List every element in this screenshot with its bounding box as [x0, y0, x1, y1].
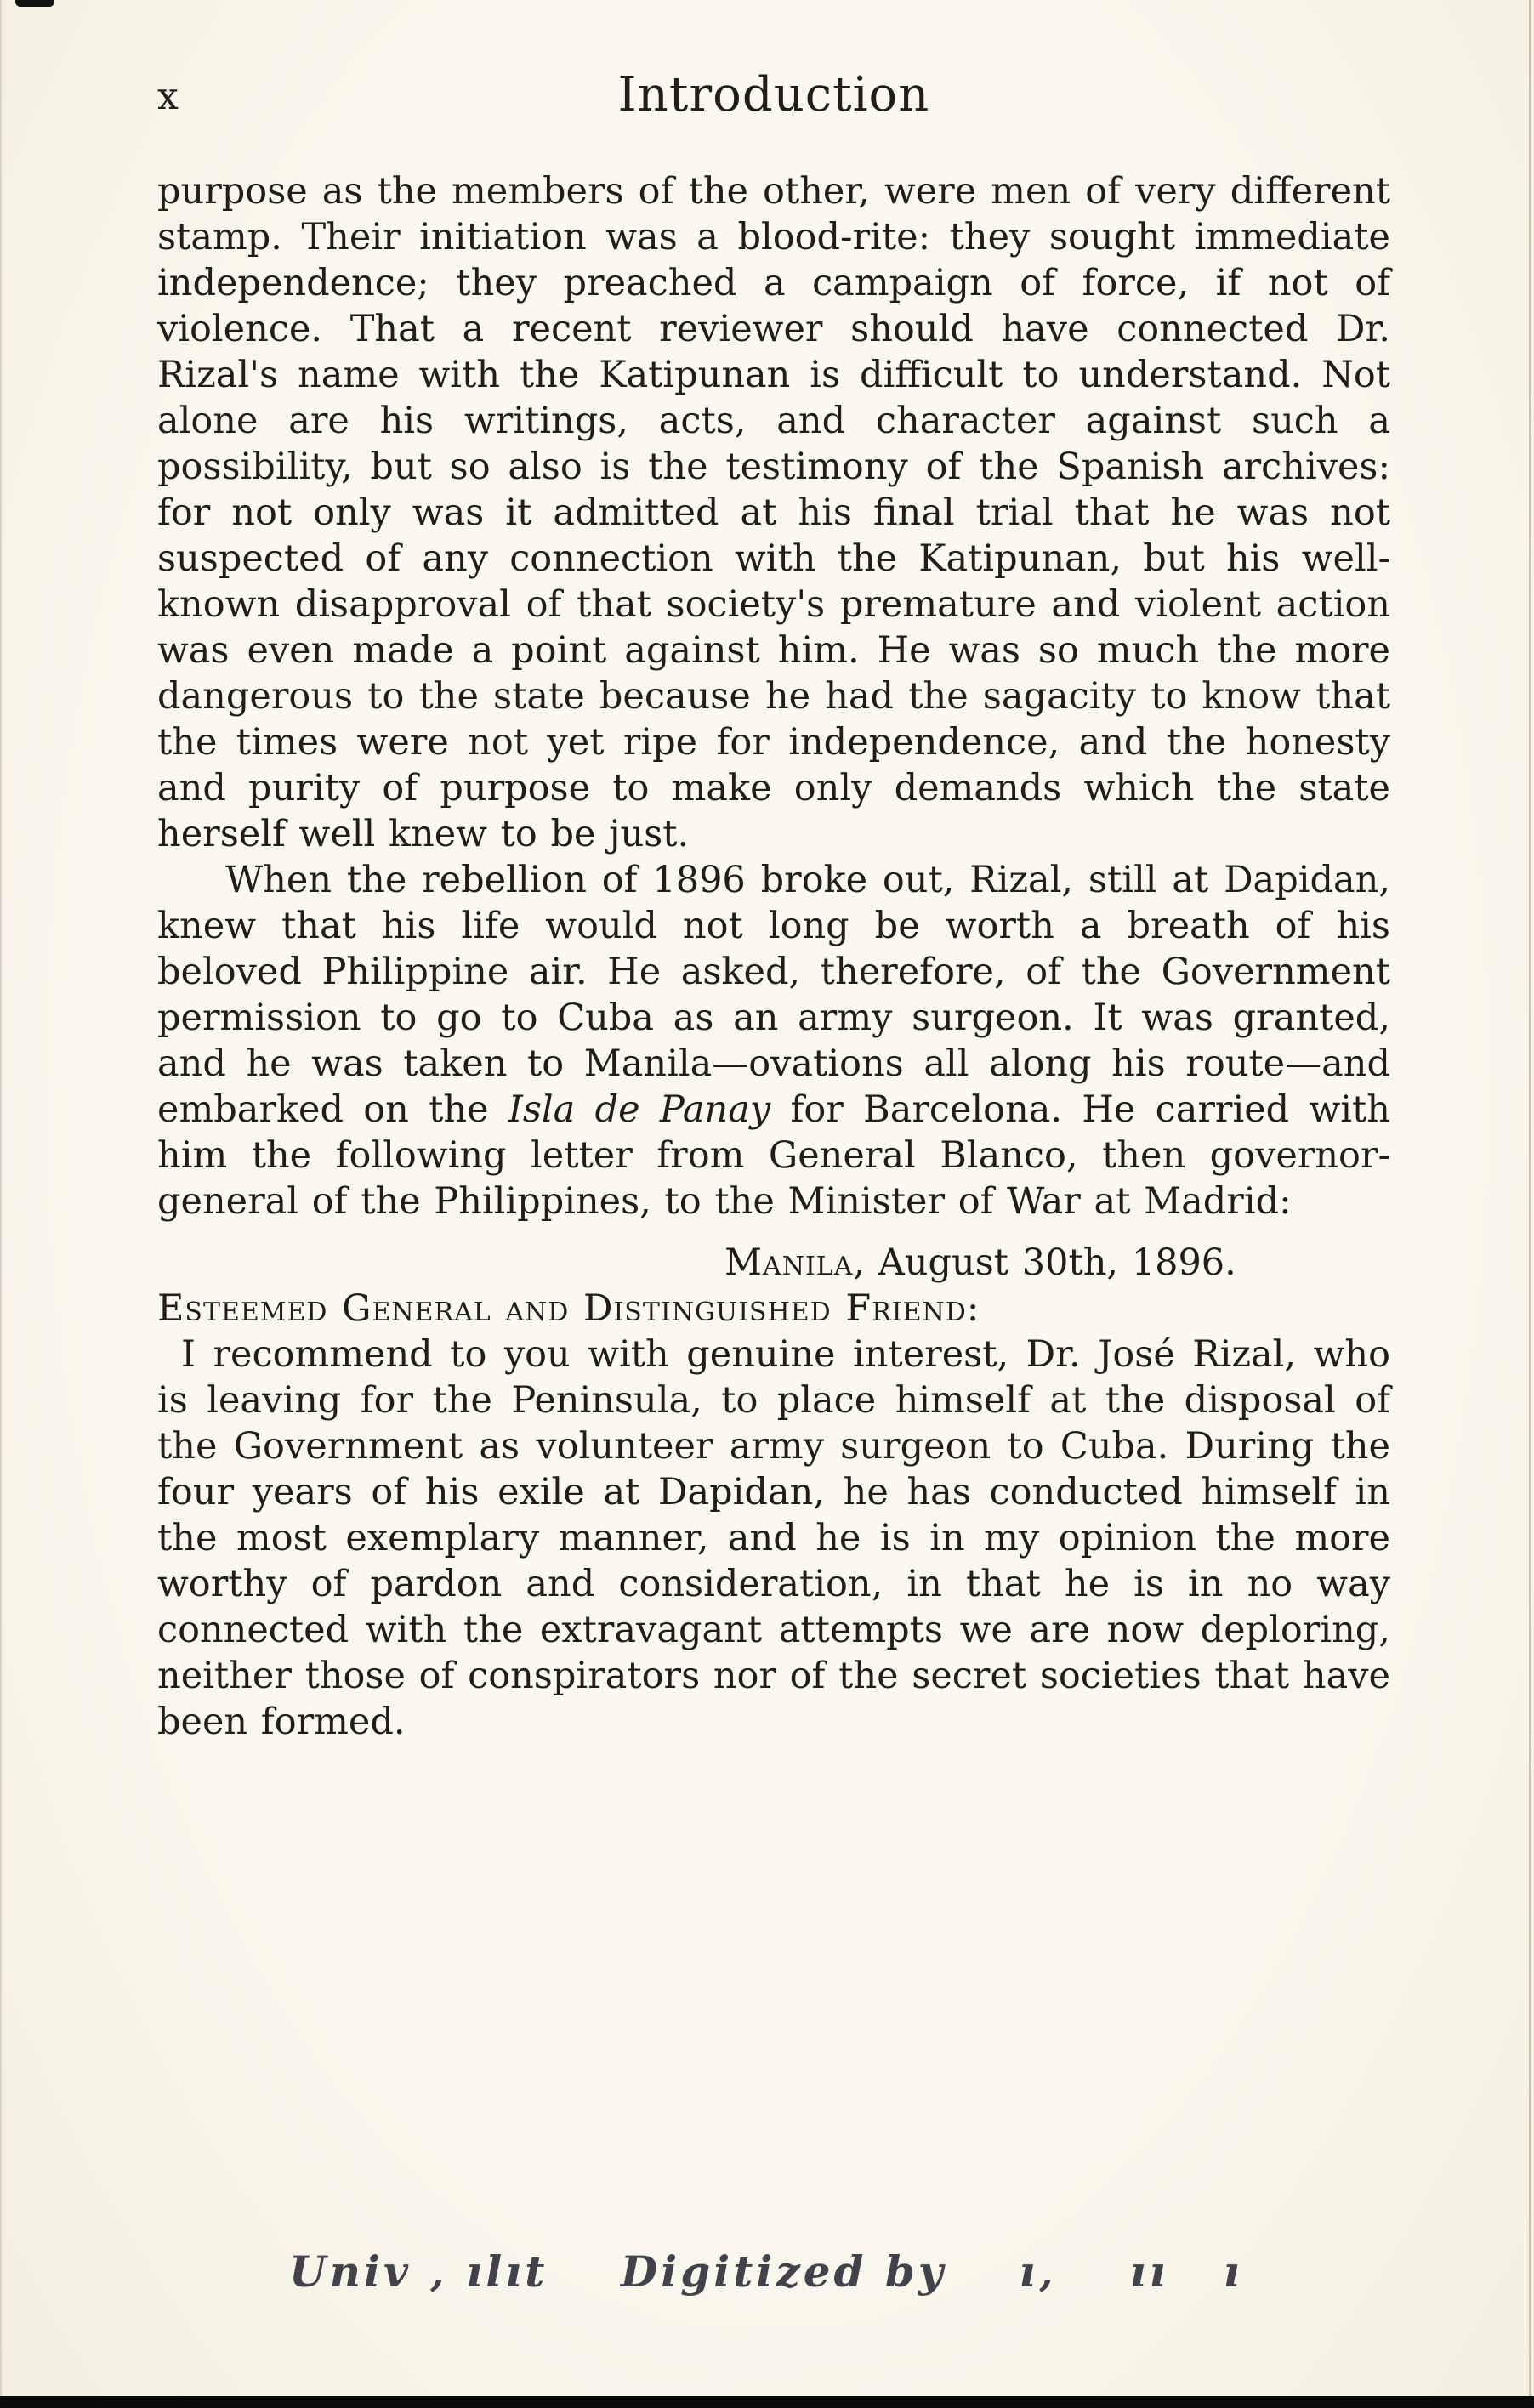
page-number: x [157, 75, 179, 118]
ship-name-italic: Isla de Panay [508, 1088, 771, 1131]
paragraph-rebellion [157, 857, 1390, 1224]
running-header [157, 49, 1390, 122]
letter-salutation: Esteemed General and Distinguished Friend: [157, 1287, 980, 1330]
scan-left-edge [0, 0, 2, 2408]
scan-top-left-mark [15, 0, 54, 7]
letter-body: I recommend to you with genuine interest, Dr. José Rizal, who is leaving for the Peninsula, to place himself at the disposal of the Government as volunteer army surgeon to Cuba. During the four years of his exile at Dapidan, he has conducted himself in the most exemplary manner, and he is in my opinion the more worthy of pardon and consideration, in that he is in no way connected with the extravagant attempts we are now deploring, neither those of conspirators nor of the secret societies that have been formed. [157, 1333, 1390, 1743]
dateline-date: , August 30th, 1896. [853, 1241, 1236, 1284]
body-text [157, 168, 1390, 1745]
scan-right-edge [1529, 0, 1531, 2408]
paragraph-continuation: purpose as the members of the other, were men of very different stamp. Their initiation was a blood-rite: they sought immediate independence; they preached a campaign of force, if not of violence. That a recent reviewer should have connected Dr. Rizal's name with the Katipunan is difficult to understand. Not alone are his writings, acts, and character against such a possibility, but so also is the testimony of the Spanish archives: for not only was it admitted at his final trial that he was not suspected of any connection with the Katipunan, but his well-known disapproval of that society's premature and violent action was even made a point against him. He was so much the more dangerous to the state because he had the sagacity to know that the times were not yet ripe for independence, and the honesty and purity of purpose to make only demands which the state herself well knew to be just. [157, 170, 1390, 855]
letter-dateline [157, 1240, 1390, 1286]
scan-bottom-bar [0, 2396, 1534, 2408]
paragraph-text: for Barcelona. He carried with him the following letter from General Blanco, then governor-general of the Philippines, to the Minister of War at Madrid: [157, 1088, 1390, 1223]
digitization-watermark: Univ ‚ ılıt Digitized by ı‚ ıı ı [289, 2246, 1243, 2297]
text-block [157, 49, 1390, 1745]
dateline-place: Manila [724, 1241, 854, 1284]
paragraph-text: When the rebellion of 1896 broke out, Rizal, still at Dapidan, knew that his life would not long be worth a breath of his beloved Philippine air. He asked, therefore, of the Government permission to go to Cuba as an army surgeon. It was granted, and he was taken to Manila—ovations all along his route—and embarked on the [157, 859, 1390, 1131]
page-title: Introduction [617, 67, 930, 122]
